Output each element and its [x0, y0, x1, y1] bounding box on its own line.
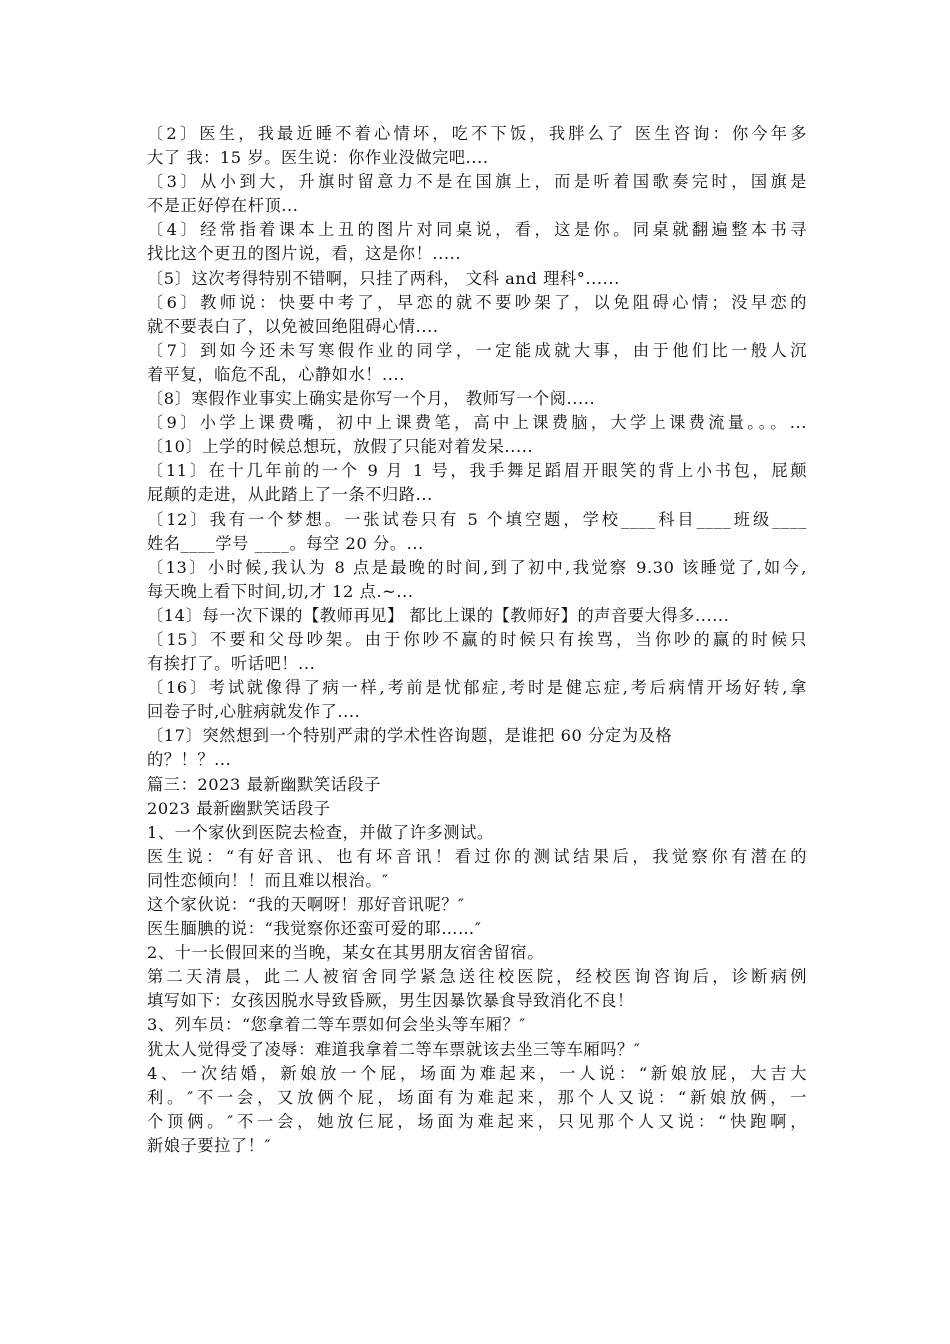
text-line: 〔16〕考试就像得了病一样,考前是忧郁症,考时是健忘症,考后病情开场好转,拿 — [147, 678, 807, 698]
text-line: 第二天清晨，此二人被宿舍同学紧急送往校医院，经校医询咨询后，诊断病例 — [147, 967, 807, 987]
text-line: 屁颠的走进，从此踏上了一条不归路... — [147, 485, 433, 505]
text-line: 〔15〕不要和父母吵架。由于你吵不赢的时候只有挨骂，当你吵的赢的时候只 — [147, 629, 807, 649]
text-line: 找比这个更丑的图片说，看，这是你！..... — [147, 244, 462, 264]
text-line: 〔14〕每一次下课的【教师再见】 都比上课的【教师好】的声音要大得多...... — [147, 605, 730, 625]
text-line: 每天晚上看下时间,切,才 12 点.~... — [147, 581, 414, 601]
text-line: 同性恋倾向！！而且难以根治。″ — [147, 870, 389, 890]
text-line: 〔13〕小时候,我认为 8 点是最晚的时间,到了初中,我觉察 9.30 该睡觉了,如今, — [147, 557, 807, 577]
text-line: 的？！？... — [147, 750, 232, 770]
text-line: 不是正好停在杆顶... — [147, 196, 299, 216]
text-line: 填写如下：女孩因脱水导致昏厥，男生因暴饮暴食导致消化不良！ — [147, 991, 634, 1011]
text-line: 〔17〕突然想到一个特别严肃的学术性咨询题，是谁把 60 分定为及格 — [147, 726, 673, 746]
text-line: 〔12〕我有一个梦想。一张试卷只有 5 个填空题，学校____科目____班级____ — [147, 509, 807, 529]
text-line: 犹太人觉得受了凌辱：难道我拿着二等车票就该去坐三等车厢吗？″ — [147, 1039, 641, 1059]
text-line: 〔3〕从小到大，升旗时留意力不是在国旗上，而是听着国歌奏完时，国旗是 — [147, 172, 807, 192]
text-line: 〔9〕小学上课费嘴，初中上课费笔，高中上课费脑，大学上课费流量。。。... — [147, 413, 807, 433]
text-line: 〔7〕到如今还未写寒假作业的同学，一定能成就大事，由于他们比一般人沉 — [147, 340, 807, 360]
text-line: 〔4〕经常指着课本上丑的图片对同桌说，看，这是你。同桌就翻遍整本书寻 — [147, 220, 807, 240]
text-line: 〔8〕寒假作业事实上确实是你写一个月， 教师写一个阅..... — [147, 389, 596, 409]
text-line: 医生腼腆的说：“我觉察你还蛮可爱的耶……″ — [147, 919, 482, 939]
text-line: 2、十一长假回来的当晚，某女在其男朋友宿舍留宿。 — [147, 943, 545, 963]
section-heading: 篇三：2023 最新幽默笑话段子 — [147, 774, 382, 794]
document-page — [147, 122, 807, 1158]
text-line: 〔6〕教师说：快要中考了，早恋的就不要吵架了，以免阻碍心情；没早恋的 — [147, 292, 807, 312]
text-line: 〔11〕在十几年前的一个 9 月 1 号，我手舞足蹈眉开眼笑的背上小书包，屁颠 — [147, 461, 807, 481]
document-title: 2023 最新幽默笑话段子 — [147, 798, 331, 818]
text-line: 1、一个家伙到医院去检查，并做了许多测试。 — [147, 822, 494, 842]
text-line: 〔2〕医生，我最近睡不着心情坏，吃不下饭，我胖么了 医生咨询：你今年多 — [147, 124, 807, 143]
text-line: 4、一次结婚，新娘放一个屁，场面为难起来，一人说：“新娘放屁，大吉大 — [147, 1063, 807, 1083]
text-line: 3、列车员：“您拿着二等车票如何会坐头等车厢？″ — [147, 1015, 526, 1035]
text-line: 大了 我：15 岁。医生说：你作业没做完吧.... — [147, 148, 489, 168]
text-line: 有挨打了。听话吧！... — [147, 654, 316, 674]
text-line: 着平复，临危不乱，心静如水！.... — [147, 364, 406, 384]
text-line: 这个家伙说：“我的天啊呀！那好音讯呢？″ — [147, 895, 465, 914]
text-line: 个顶俩。″不一会，她放仨屁，场面为难起来，只见那个人又说：“快跑啊， — [147, 1111, 807, 1131]
text-line: 新娘子要拉了！″ — [147, 1135, 272, 1155]
text-line: 医生说：“有好音讯、也有坏音讯！看过你的测试结果后，我觉察你有潜在的 — [147, 846, 807, 866]
text-line: 回卷子时,心脏病就发作了.... — [147, 702, 361, 722]
text-line: 〔10〕上学的时候总想玩，放假了只能对着发呆..... — [147, 437, 534, 457]
text-line: 利。″不一会，又放俩个屁，场面有为难起来，那个人又说：“新娘放俩，一 — [147, 1087, 807, 1107]
text-line: 就不要表白了，以免被回绝阻碍心情.... — [147, 316, 439, 336]
text-line: 姓名____学号 ____。每空 20 分。... — [147, 533, 424, 553]
text-line: 〔5〕这次考得特别不错啊，只挂了两科， 文科 and 理科°...... — [147, 268, 620, 288]
